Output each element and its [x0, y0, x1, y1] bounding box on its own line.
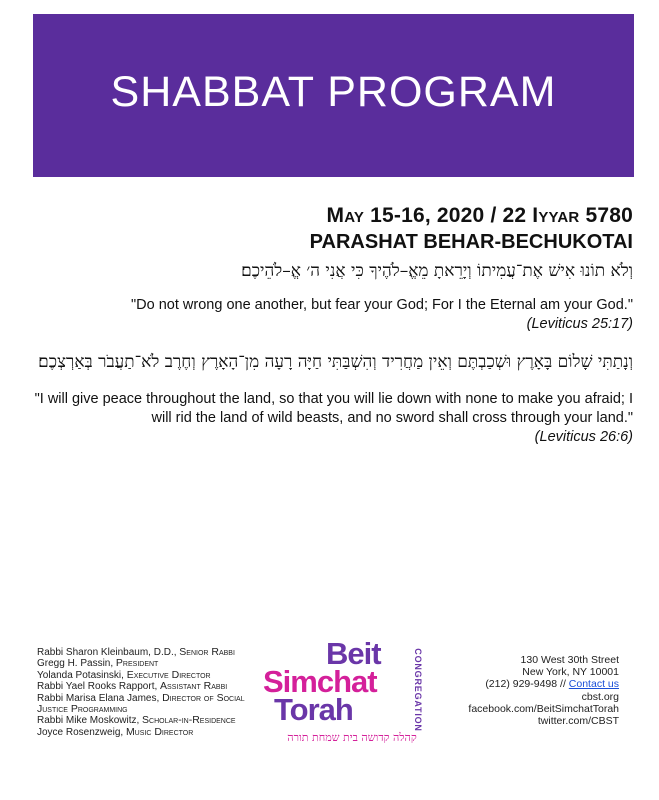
- logo-hebrew-name: קהלה קדושה בית שמחת תורה: [287, 731, 417, 744]
- address-line-1: 130 West 30th Street: [520, 654, 619, 666]
- logo-word-beit: Beit: [326, 636, 381, 671]
- twitter-link[interactable]: twitter.com/CBST: [537, 715, 619, 728]
- address-line-2: New York, NY 10001: [522, 666, 619, 679]
- facebook-link[interactable]: facebook.com/BeitSimchatTorah: [468, 702, 619, 715]
- logo-word-torah: Torah: [274, 692, 353, 727]
- translation-verse-2: "I will give peace throughout the land, so that you will lie down with none to make you afraid; I will rid the land of wild beasts, and no sword shall cross through your land.": [34, 391, 633, 426]
- parasha-title: PARASHAT BEHAR-BECHUKOTAI: [309, 231, 633, 253]
- website-link[interactable]: cbst.org: [581, 690, 619, 703]
- title-banner: [33, 14, 634, 177]
- contact-us-link[interactable]: Contact us: [568, 678, 619, 691]
- main-content: [34, 202, 633, 447]
- logo-congregation: CONGREGATION: [413, 648, 423, 732]
- phone-number: (212) 929-9498 //: [485, 678, 569, 691]
- staff-item: Rabbi Mike Moskowitz, Scholar-in-Residence: [37, 714, 236, 727]
- staff-list: [37, 647, 262, 738]
- page-title: SHABBAT PROGRAM: [110, 68, 557, 116]
- staff-item: Joyce Rosenzweig, Music Director: [37, 725, 194, 738]
- citation-verse-2: (Leviticus 26:6): [534, 429, 633, 445]
- staff-item: Gregg H. Passin, President: [37, 657, 159, 670]
- staff-item: Rabbi Sharon Kleinbaum, D.D., Senior Rabbi: [37, 646, 235, 658]
- citation-verse-1: (Leviticus 25:17): [526, 316, 633, 332]
- staff-item: Yolanda Potasinski, Executive Director: [37, 668, 211, 681]
- logo-word-simchat: Simchat: [263, 664, 377, 699]
- phone-line: [429, 678, 619, 690]
- cbst-logo: [263, 637, 438, 757]
- staff-item: Rabbi Marisa Elana James, Director of Social Justice Programming: [37, 691, 245, 716]
- hebrew-verse-1: וְלֹא תוֹנוּ אִישׁ אֶת־עֲמִיתוֹ וְיָרֵאתָ מֵאֱ–לֹהֶיךָ כִּי אֲנִי ה׳ אֱ–לֹהֵיכֶם׃: [241, 261, 633, 281]
- translation-verse-1: "Do not wrong one another, but fear your God; For I the Eternal am your God.": [131, 297, 633, 313]
- hebrew-verse-2: וְנָתַתִּי שָׁלוֹם בָּאָרֶץ וּשְׁכַבְתֶּם וְאֵין מַחֲרִיד וְהִשְׁבַּתִּי חַיָּה רָעָה מִן־הָאָרֶץ וְחֶרֶב לֹא־תַעֲבֹר בְּאַרְצְכֶם׃: [38, 352, 633, 372]
- contact-info: [429, 654, 619, 727]
- staff-item: Rabbi Yael Rooks Rapport, Assistant Rabbi: [37, 680, 228, 693]
- date-line: May 15-16, 2020 / 22 Iyyar 5780: [326, 204, 633, 227]
